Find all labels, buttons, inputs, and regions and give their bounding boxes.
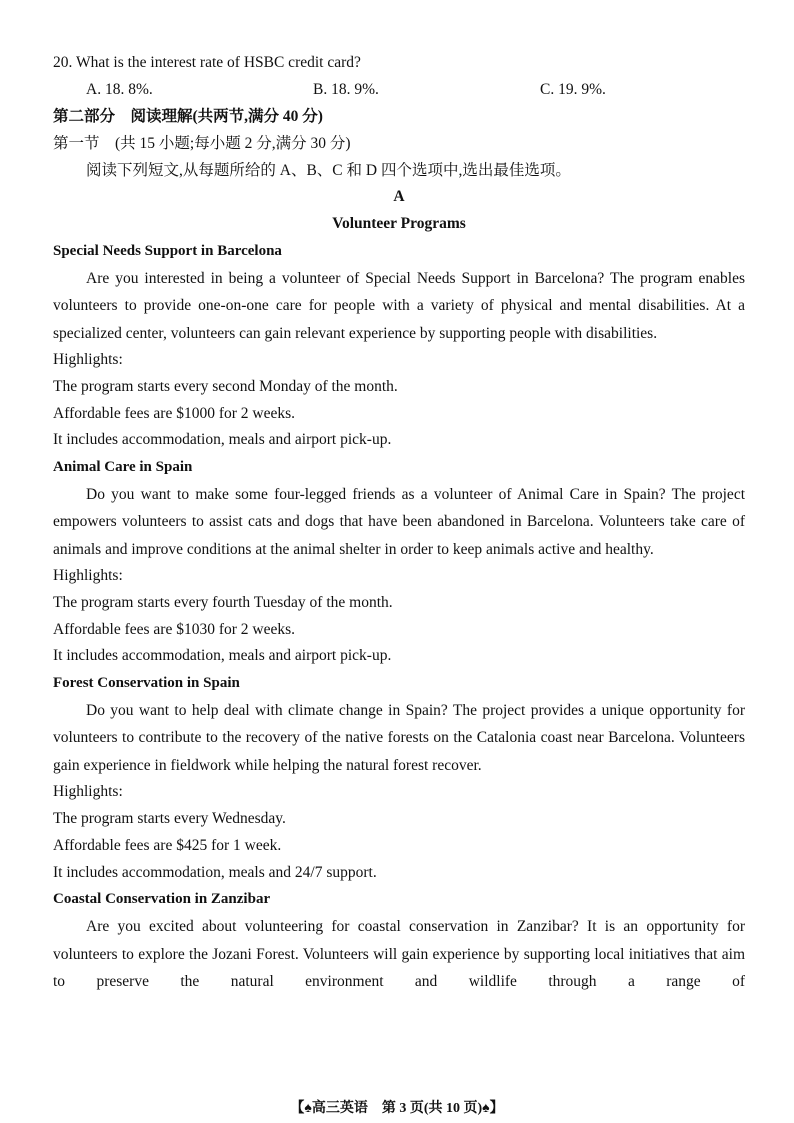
passage-letter: A <box>393 188 405 206</box>
program-description: Are you excited about volunteering for coastal conservation in Zanzibar? It is an opportunity for volunteers to explore the Jozani Forest. Volunteers will gain experience by supporting local initiatives that aim to preserve the natural environment and wildlife through a range of <box>53 918 745 990</box>
highlight-includes: It includes accommodation, meals and 24/7 support. <box>53 863 377 881</box>
highlight-fee: Affordable fees are $1000 for 2 weeks. <box>53 404 296 422</box>
highlights-label: Highlights: <box>53 782 123 800</box>
highlight-start: The program starts every second Monday of the month. <box>53 377 398 395</box>
question-20-options <box>53 77 745 104</box>
option-b: B. 18. 9%. <box>313 80 379 98</box>
exam-page <box>53 50 745 995</box>
program-description: Do you want to make some four-legged friends as a volunteer of Animal Care in Spain? The project empowers volunteers to assist cats and dogs that have been abandoned in Barcelona. Volunteers take care of animals and improve conditions at the animal shelter in order to keep animals active and healthy. <box>53 486 745 558</box>
option-c: C. 19. 9%. <box>540 80 606 98</box>
program-heading: Forest Conservation in Spain <box>53 675 240 692</box>
highlights-label: Highlights: <box>53 350 123 368</box>
question-20-stem: 20. What is the interest rate of HSBC credit card? <box>53 54 361 71</box>
option-a: A. 18. 8%. <box>86 80 153 98</box>
highlights-label: Highlights: <box>53 566 123 584</box>
highlight-includes: It includes accommodation, meals and airport pick-up. <box>53 647 392 665</box>
highlight-start: The program starts every fourth Tuesday of the month. <box>53 593 393 611</box>
highlight-includes: It includes accommodation, meals and airport pick-up. <box>53 431 392 449</box>
highlight-fee: Affordable fees are $425 for 1 week. <box>53 836 282 854</box>
instructions: 阅读下列短文,从每题所给的 A、B、C 和 D 四个选项中,选出最佳选项。 <box>86 161 571 179</box>
program-heading: Coastal Conservation in Zanzibar <box>53 891 271 908</box>
program-heading: Animal Care in Spain <box>53 459 193 476</box>
page-footer: 【♠高三英语 第 3 页(共 10 页)♠】 <box>290 1101 504 1116</box>
highlight-fee: Affordable fees are $1030 for 2 weeks. <box>53 620 296 638</box>
section-1-title: 第一节 (共 15 小题;每小题 2 分,满分 30 分) <box>53 134 351 152</box>
program-description: Do you want to help deal with climate change in Spain? The project provides a unique opportunity for volunteers to contribute to the recovery of the native forests on the Catalonia coast near Barcelona. Volunteers gain experience in fieldwork while helping the natural forest recover. <box>53 702 745 774</box>
highlight-start: The program starts every Wednesday. <box>53 809 286 827</box>
passage-title: Volunteer Programs <box>332 215 466 233</box>
part-2-title: 第二部分 阅读理解(共两节,满分 40 分) <box>53 107 323 125</box>
program-heading: Special Needs Support in Barcelona <box>53 243 282 260</box>
program-description: Are you interested in being a volunteer of Special Needs Support in Barcelona? The program enables volunteers to provide one-on-one care for people with a variety of physical and mental disabilities. At a specialized center, volunteers can gain relevant experience by supporting people with disabilities. <box>53 270 745 342</box>
